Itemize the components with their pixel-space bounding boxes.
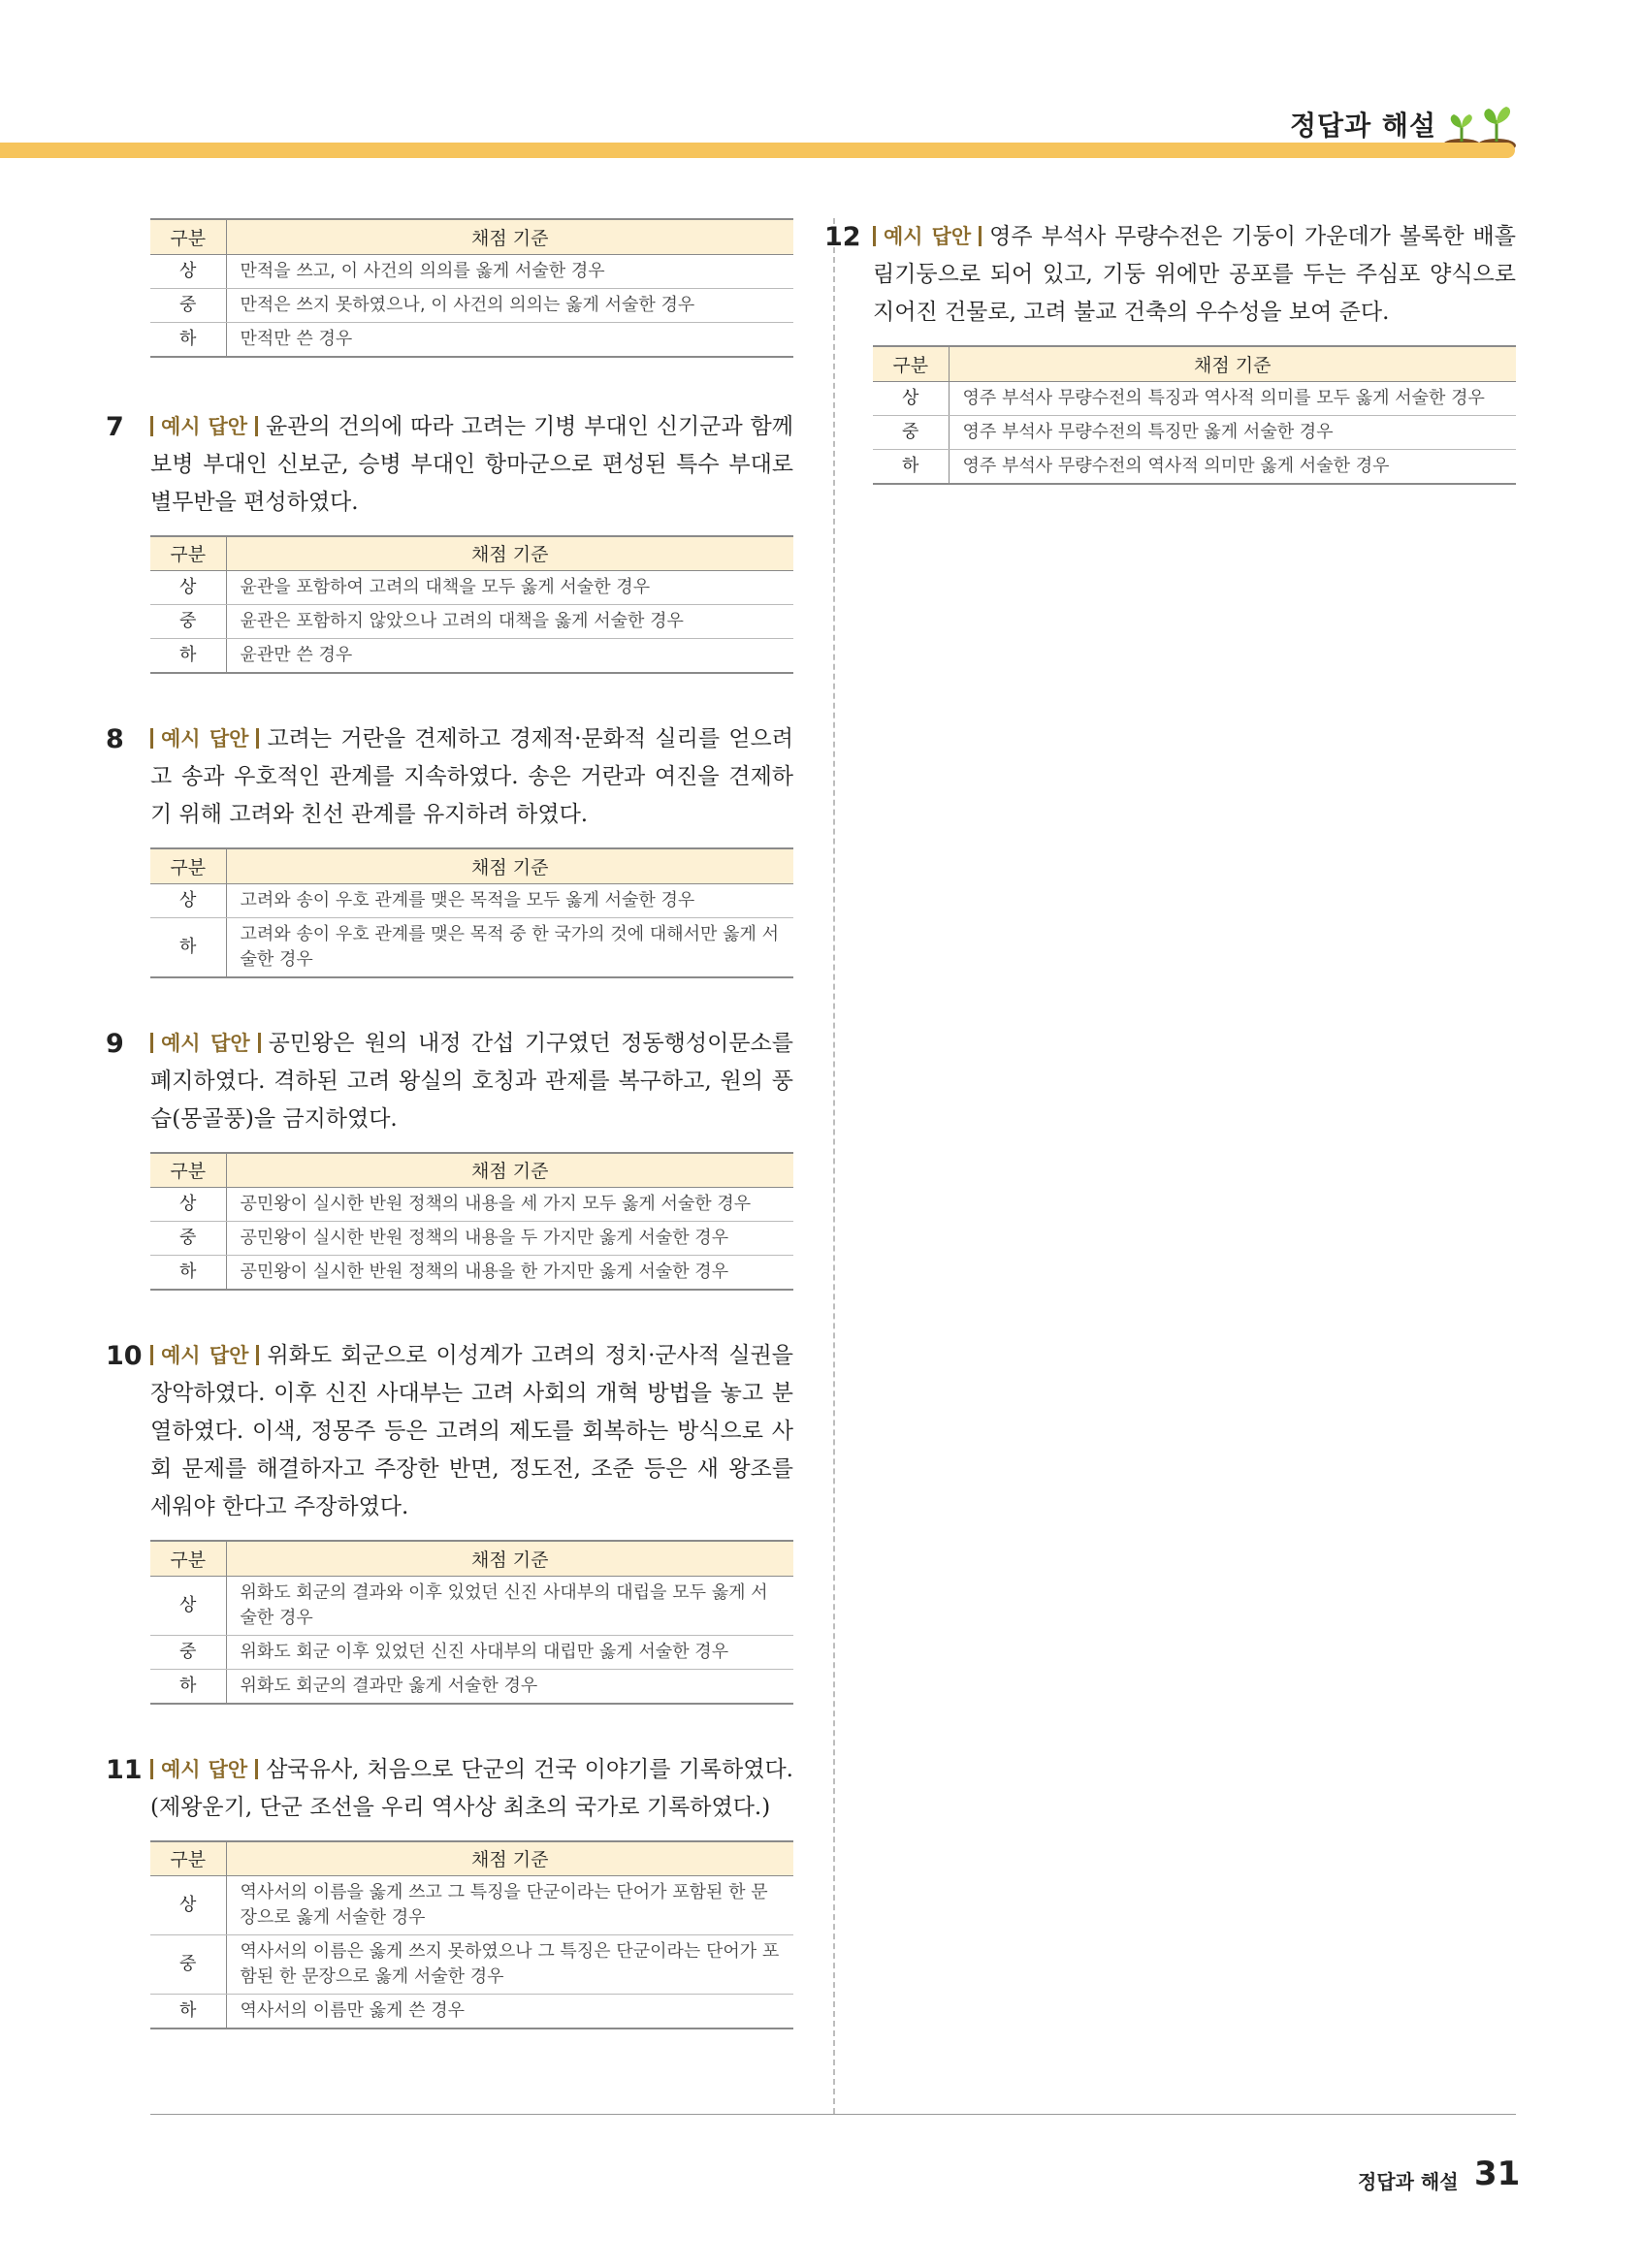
table-header-grade: 구분 [150, 1841, 226, 1876]
header-accent-bar [0, 143, 1515, 158]
table-row [150, 1635, 793, 1669]
answer-tag: 예시 답안 [150, 415, 266, 438]
grade-cell: 하 [150, 322, 226, 357]
grade-cell: 하 [150, 1256, 226, 1291]
q6-block [150, 218, 793, 358]
criteria-cell: 윤관을 포함하여 고려의 대책을 모두 옳게 서술한 경우 [226, 571, 793, 605]
table-row [150, 917, 793, 977]
criteria-cell: 고려와 송이 우호 관계를 맺은 목적을 모두 옳게 서술한 경우 [226, 883, 793, 917]
criteria-cell: 영주 부석사 무량수전의 특징과 역사적 의미를 모두 옳게 서술한 경우 [949, 381, 1516, 415]
answer-tag: 예시 답안 [873, 225, 989, 248]
table-header-criteria: 채점 기준 [226, 536, 793, 571]
table-row [150, 571, 793, 605]
table-row [150, 1576, 793, 1635]
criteria-cell: 역사서의 이름은 옳게 쓰지 못하였으나 그 특징은 단군이라는 단어가 포함된 한 문장으로 옳게 서술한 경우 [226, 1935, 793, 1995]
question-number: 7 [106, 411, 124, 442]
table-header-criteria: 채점 기준 [226, 848, 793, 883]
footer-label: 정답과 해설 [1358, 2170, 1459, 2193]
table-row [150, 1935, 793, 1995]
q12-criteria-table [873, 345, 1516, 485]
criteria-cell: 만적을 쓰고, 이 사건의 의의를 옳게 서술한 경우 [226, 254, 793, 288]
table-row [150, 605, 793, 639]
grade-cell: 중 [150, 1935, 226, 1995]
q7-answer [106, 408, 793, 522]
table-row [150, 1188, 793, 1222]
grade-cell: 상 [873, 381, 949, 415]
table-header-grade: 구분 [150, 848, 226, 883]
table-row [150, 1256, 793, 1291]
grade-cell: 상 [150, 254, 226, 288]
table-row [150, 1669, 793, 1704]
q12-answer [824, 218, 1516, 332]
column-divider [833, 218, 835, 2114]
grade-cell: 중 [150, 1222, 226, 1256]
grade-cell: 중 [150, 288, 226, 322]
criteria-cell: 위화도 회군의 결과와 이후 있었던 신진 사대부의 대립을 모두 옳게 서술한 경우 [226, 1576, 793, 1635]
criteria-cell: 위화도 회군의 결과만 옳게 서술한 경우 [226, 1669, 793, 1704]
table-header-criteria: 채점 기준 [226, 1153, 793, 1188]
criteria-cell: 윤관은 포함하지 않았으나 고려의 대책을 옳게 서술한 경우 [226, 605, 793, 639]
table-header-grade: 구분 [150, 1541, 226, 1576]
grade-cell: 중 [150, 605, 226, 639]
answer-tag: 예시 답안 [150, 1344, 267, 1367]
table-header-grade: 구분 [150, 1153, 226, 1188]
q8-criteria-table [150, 847, 793, 978]
question-number: 11 [106, 1754, 143, 1785]
question-number: 9 [106, 1028, 124, 1059]
grade-cell: 하 [873, 449, 949, 484]
criteria-cell: 영주 부석사 무량수전의 특징만 옳게 서술한 경우 [949, 415, 1516, 449]
criteria-cell: 공민왕이 실시한 반원 정책의 내용을 세 가지 모두 옳게 서술한 경우 [226, 1188, 793, 1222]
table-header-grade: 구분 [873, 346, 949, 381]
header-title: 정답과 해설 [1290, 110, 1436, 142]
table-row [150, 1876, 793, 1935]
q6-criteria-table [150, 218, 793, 358]
criteria-cell: 역사서의 이름을 옳게 쓰고 그 특징을 단군이라는 단어가 포함된 한 문장으로 옳게 서술한 경우 [226, 1876, 793, 1935]
grade-cell: 중 [150, 1635, 226, 1669]
table-header-grade: 구분 [150, 219, 226, 254]
table-row [150, 322, 793, 357]
answer-text: 위화도 회군으로 이성계가 고려의 정치·군사적 실권을 장악하였다. 이후 신진 사대부는 고려 사회의 개혁 방법을 놓고 분열하였다. 이색, 정몽주 등은 고려의 제도를 회복하는 방식으로 사회 문제를 해결하자고 주장한 반면, 정도전, 조준 등은 새 왕조를 세워야 한다고 주장하였다. [150, 1343, 793, 1519]
table-header-criteria: 채점 기준 [226, 219, 793, 254]
q9-criteria-table [150, 1152, 793, 1292]
criteria-cell: 역사서의 이름만 옳게 쓴 경우 [226, 1995, 793, 2029]
grade-cell: 상 [150, 1876, 226, 1935]
grade-cell: 하 [150, 1995, 226, 2029]
q9-block [106, 1025, 793, 1292]
criteria-cell: 공민왕이 실시한 반원 정책의 내용을 한 가지만 옳게 서술한 경우 [226, 1256, 793, 1291]
table-header-criteria: 채점 기준 [226, 1841, 793, 1876]
table-row [150, 639, 793, 674]
table-row [873, 449, 1516, 484]
table-row [150, 1222, 793, 1256]
question-number: 8 [106, 724, 124, 754]
q9-answer [106, 1025, 793, 1138]
criteria-cell: 고려와 송이 우호 관계를 맺은 목적 중 한 국가의 것에 대해서만 옳게 서술한 경우 [226, 917, 793, 977]
table-row [150, 288, 793, 322]
criteria-cell: 만적만 쓴 경우 [226, 322, 793, 357]
answer-text: 윤관의 건의에 따라 고려는 기병 부대인 신기군과 함께 보병 부대인 신보군, 승병 부대인 항마군으로 편성된 특수 부대로 별무반을 편성하였다. [150, 413, 793, 515]
answer-text: 공민왕은 원의 내정 간섭 기구였던 정동행성이문소를 폐지하였다. 격하된 고려 왕실의 호칭과 관제를 복구하고, 원의 풍습(몽골풍)을 금지하였다. [150, 1030, 793, 1132]
table-header-criteria: 채점 기준 [226, 1541, 793, 1576]
q10-criteria-table [150, 1540, 793, 1705]
criteria-cell: 윤관만 쓴 경우 [226, 639, 793, 674]
q11-block [106, 1751, 793, 2030]
grade-cell: 상 [150, 1188, 226, 1222]
table-header-grade: 구분 [150, 536, 226, 571]
grade-cell: 중 [873, 415, 949, 449]
question-number: 12 [824, 222, 861, 252]
question-number: 10 [106, 1341, 143, 1371]
left-column [106, 218, 793, 2029]
q10-block [106, 1337, 793, 1705]
q10-answer [106, 1337, 793, 1526]
answer-tag: 예시 답안 [150, 727, 267, 751]
criteria-cell: 만적은 쓰지 못하였으나, 이 사건의 의의는 옳게 서술한 경우 [226, 288, 793, 322]
answer-tag: 예시 답안 [150, 1032, 269, 1055]
answer-tag: 예시 답안 [150, 1758, 266, 1781]
q12-block [824, 218, 1516, 485]
table-row [150, 1995, 793, 2029]
answer-text: 삼국유사, 처음으로 단군의 건국 이야기를 기록하였다.(제왕운기, 단군 조선을 우리 역사상 최초의 국가로 기록하였다.) [150, 1756, 793, 1820]
q8-block [106, 720, 793, 978]
grade-cell: 하 [150, 1669, 226, 1704]
q11-criteria-table [150, 1840, 793, 2030]
footer-divider [150, 2114, 1516, 2115]
grade-cell: 상 [150, 1576, 226, 1635]
q7-criteria-table [150, 535, 793, 675]
q7-block [106, 408, 793, 675]
answer-text: 영주 부석사 무량수전은 기둥이 가운데가 볼록한 배흘림기둥으로 되어 있고, 기둥 위에만 공포를 두는 주심포 양식으로 지어진 건물로, 고려 불교 건축의 우수성을 보여 준다. [873, 224, 1516, 325]
page-number: 31 [1474, 2155, 1521, 2193]
table-row [150, 254, 793, 288]
grade-cell: 상 [150, 571, 226, 605]
table-row [873, 415, 1516, 449]
grade-cell: 상 [150, 883, 226, 917]
table-row [873, 381, 1516, 415]
table-row [150, 883, 793, 917]
answer-text: 고려는 거란을 견제하고 경제적·문화적 실리를 얻으려고 송과 우호적인 관계를 지속하였다. 송은 거란과 여진을 견제하기 위해 고려와 친선 관계를 유지하려 하였다. [150, 726, 793, 827]
right-column [824, 218, 1516, 485]
criteria-cell: 공민왕이 실시한 반원 정책의 내용을 두 가지만 옳게 서술한 경우 [226, 1222, 793, 1256]
criteria-cell: 영주 부석사 무량수전의 역사적 의미만 옳게 서술한 경우 [949, 449, 1516, 484]
grade-cell: 하 [150, 917, 226, 977]
q8-answer [106, 720, 793, 834]
grade-cell: 하 [150, 639, 226, 674]
criteria-cell: 위화도 회군 이후 있었던 신진 사대부의 대립만 옳게 서술한 경우 [226, 1635, 793, 1669]
q11-answer [106, 1751, 793, 1827]
table-header-criteria: 채점 기준 [949, 346, 1516, 381]
